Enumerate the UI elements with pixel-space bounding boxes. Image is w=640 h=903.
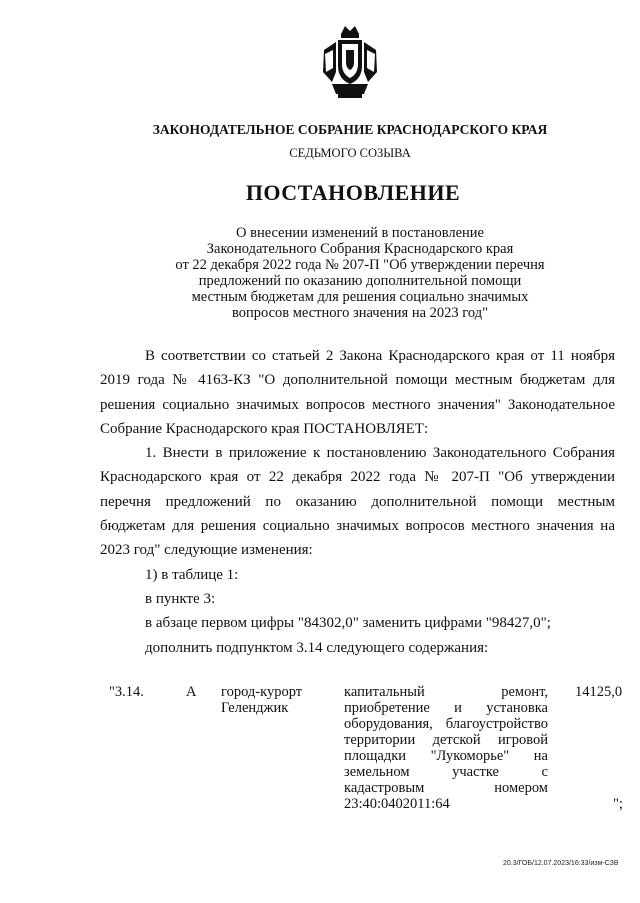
item-1-paragraph: 1. Внести в приложение к постановлению Законодательного Собрания Краснодарского края от 22 декабря 2022 года № 207-П "Об утверждении перечня предложений по оказанию дополнительной помощи местным бюджетам для решения социально значимых вопросов местного значения на 2023 год" следующие изменения: <box>100 445 615 559</box>
document-title <box>150 225 570 321</box>
title-line: вопросов местного значения на 2023 год" <box>231 305 489 321</box>
title-line: местным бюджетам для решения социально значимых <box>191 289 529 305</box>
row-amount: 14125,0 <box>575 684 623 700</box>
subitem-point: в пункте 3: <box>145 590 216 607</box>
document-body <box>100 344 615 660</box>
row-description: капитальный ремонт, приобретение и установка оборудования, благоустройство территории детской игровой площадки "Лукоморье" на земельном участке с кадастровым номером 23:40:0402011:64 <box>344 684 548 812</box>
table-row <box>0 684 640 834</box>
row-closing-quote: "; <box>613 796 623 812</box>
coat-of-arms-icon <box>318 24 382 100</box>
preamble-paragraph: В соответствии со статьей 2 Закона Краснодарского края от 11 ноября 2019 года № 4163-КЗ "О дополнительной помощи местным бюджетам для решения социально значимых вопросов местного значения" Законодательное Собрание Краснодарского края ПОСТАНОВЛЯЕТ: <box>100 348 615 437</box>
convocation: СЕДЬМОГО СОЗЫВА <box>289 146 411 160</box>
title-line: от 22 декабря 2022 года № 207-П "Об утверждении перечня <box>175 257 545 273</box>
subitem-table: 1) в таблице 1: <box>145 566 239 583</box>
title-line: предложений по оказанию дополнительной помощи <box>198 273 522 289</box>
title-line: О внесении изменений в постановление <box>236 225 484 241</box>
organization-name: ЗАКОНОДАТЕЛЬНОЕ СОБРАНИЕ КРАСНОДАРСКОГО КРАЯ <box>152 122 548 137</box>
subitem-add: дополнить подпунктом 3.14 следующего содержания: <box>145 639 489 656</box>
row-letter: А <box>186 684 197 700</box>
document-type: ПОСТАНОВЛЕНИЕ <box>245 180 461 205</box>
footer-code: 20.3/ГОБ/12.07.2023/16:33/изм-СЗВ <box>503 860 619 867</box>
row-municipality: город-курорт Геленджик <box>221 684 303 716</box>
title-line: Законодательного Собрания Краснодарского края <box>206 241 514 257</box>
subitem-replace: в абзаце первом цифры "84302,0" заменить цифрами "98427,0"; <box>145 615 551 632</box>
row-number: "3.14. <box>109 684 144 700</box>
